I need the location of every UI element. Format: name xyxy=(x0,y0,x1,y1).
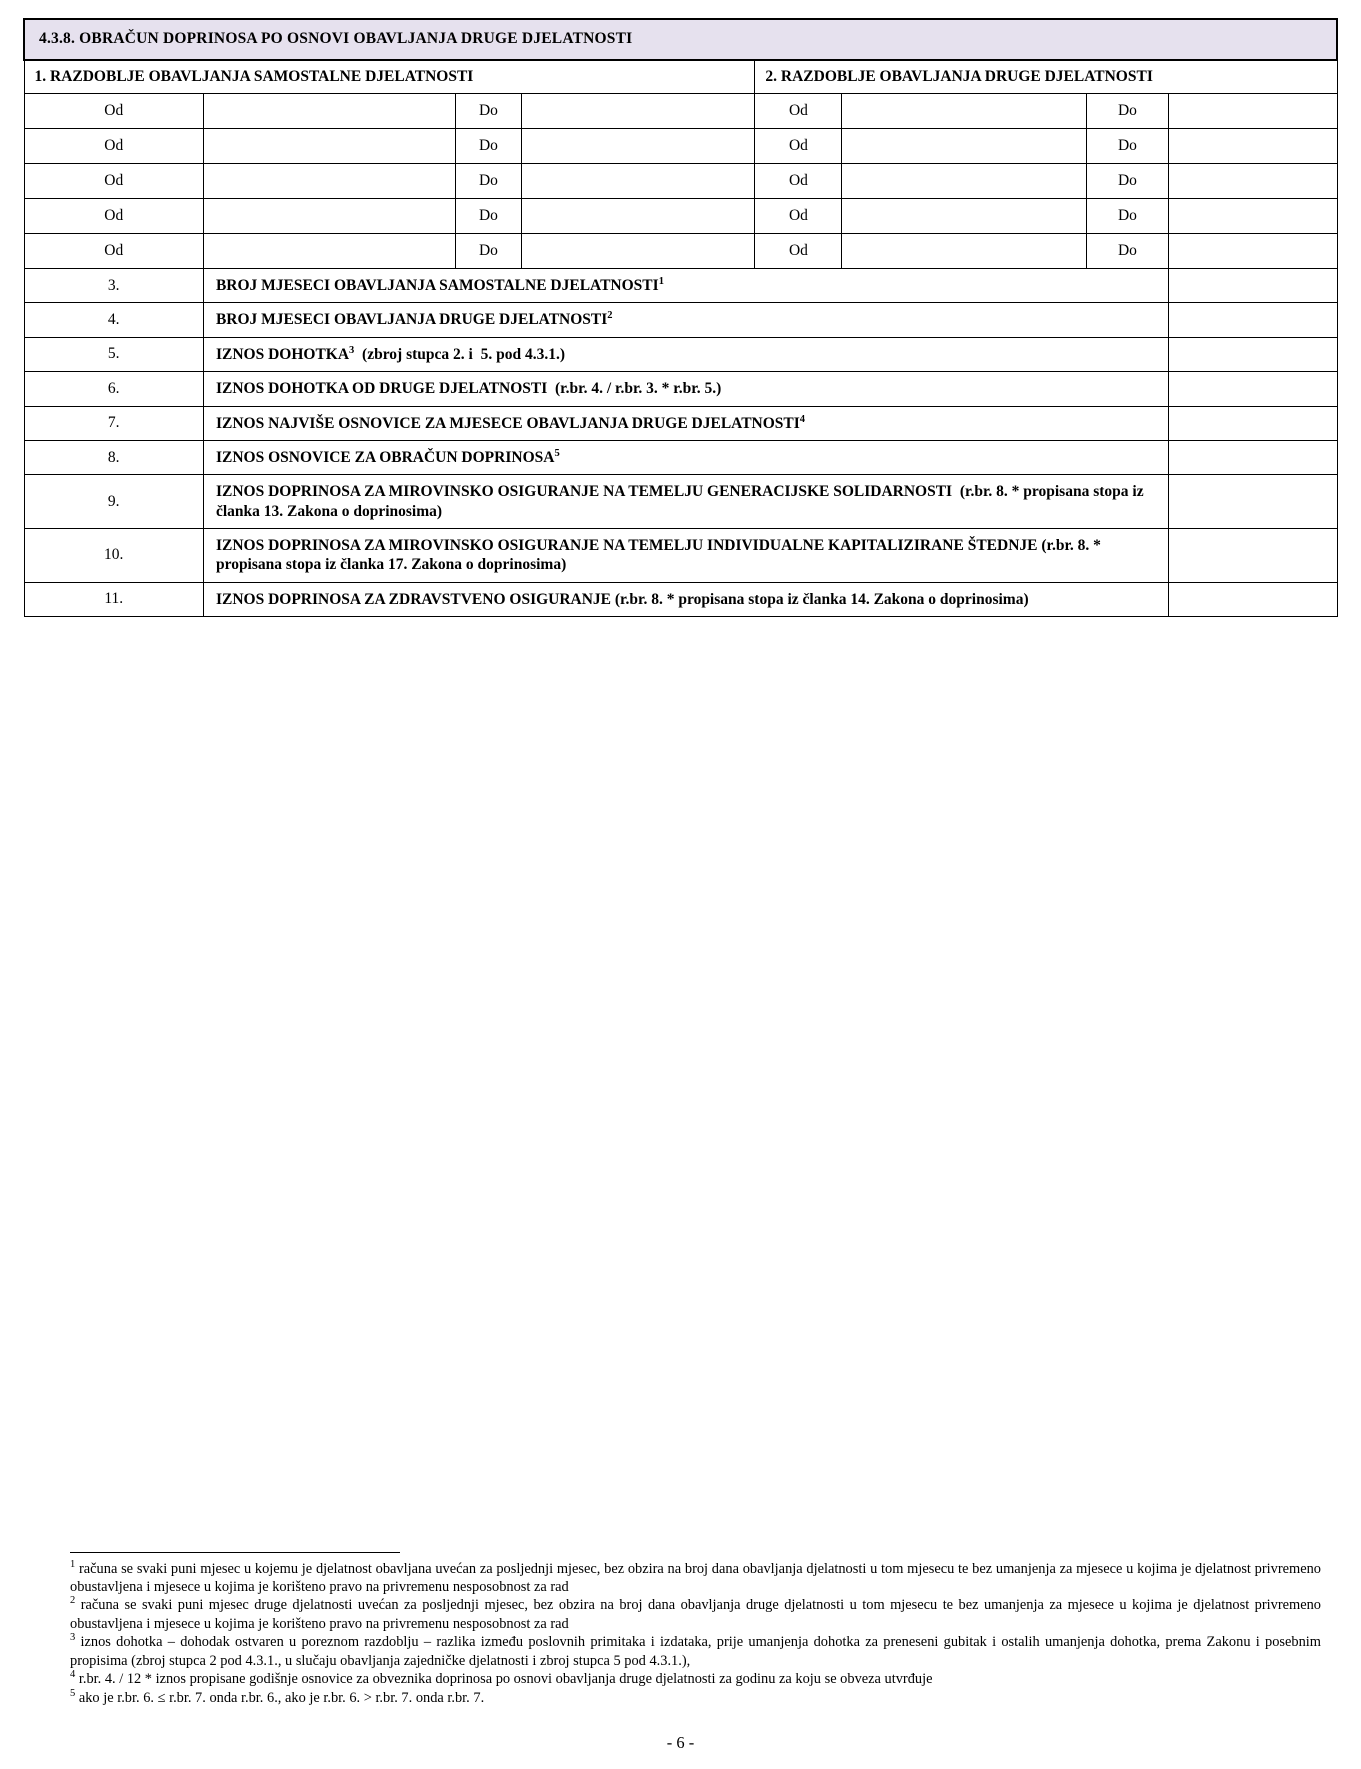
table-row xyxy=(24,129,1337,164)
row-number-4: 4. xyxy=(24,303,203,337)
table-row xyxy=(24,337,1337,371)
od-input-5[interactable] xyxy=(203,234,455,269)
section-header-samostalna: 1. RAZDOBLJE OBAVLJANJA SAMOSTALNE DJELATNOSTI xyxy=(24,60,755,94)
do-label-4: Do xyxy=(456,199,521,234)
row-description-5: IZNOS DOHOTKA$^3$ (zbroj stupca 2. i 5. pod 4.3.1.) xyxy=(203,337,1168,371)
od-label-1: Od xyxy=(24,94,203,129)
od-label-3: Od xyxy=(24,164,203,199)
do-label-3: Do xyxy=(456,164,521,199)
do2-label-3: Do xyxy=(1087,164,1169,199)
table-row xyxy=(24,406,1337,440)
table-row xyxy=(24,582,1337,616)
footnotes-block xyxy=(70,1552,1321,1708)
page-title: 4.3.8. OBRAČUN DOPRINOSA PO OSNOVI OBAVLJANJA DRUGE DJELATNOSTI xyxy=(24,19,1337,60)
row-number-5: 5. xyxy=(24,337,203,371)
od-input-4[interactable] xyxy=(203,199,455,234)
do2-input-5[interactable] xyxy=(1168,234,1337,269)
section-headers-row xyxy=(24,60,1337,94)
table-row xyxy=(24,475,1337,529)
row-description-3: BROJ MJESECI OBAVLJANJA SAMOSTALNE DJELATNOSTI$^1$ xyxy=(203,269,1168,303)
do2-label-4: Do xyxy=(1087,199,1169,234)
od-input-2[interactable] xyxy=(203,129,455,164)
row-number-8: 8. xyxy=(24,440,203,474)
row-description-8: IZNOS OSNOVICE ZA OBRAČUN DOPRINOSA$^5$ xyxy=(203,440,1168,474)
footnote-3: $^3$ iznos dohotka – dohodak ostvaren u poreznom razdoblju – razlika između poslovnih primitaka i izdataka, prije umanjenja dohotka za preneseni gubitak i ostalih umanjenja dohotka, prema Zakonu i posebnim propisima (zbroj stupca 2 pod 4.3.1., u slučaju obavljanja zajedničke djelatnosti i zbroj stupca 5 pod 4.3.1.), xyxy=(70,1632,1321,1669)
od2-label-3: Od xyxy=(755,164,842,199)
section-header-druga: 2. RAZDOBLJE OBAVLJANJA DRUGE DJELATNOSTI xyxy=(755,60,1337,94)
row-value-5[interactable] xyxy=(1168,337,1337,371)
table-row xyxy=(24,199,1337,234)
row-description-7: IZNOS NAJVIŠE OSNOVICE ZA MJESECE OBAVLJANJA DRUGE DJELATNOSTI$^4$ xyxy=(203,406,1168,440)
do2-label-1: Do xyxy=(1087,94,1169,129)
row-number-11: 11. xyxy=(24,582,203,616)
od-label-5: Od xyxy=(24,234,203,269)
footnote-5: $^5$ ako je r.br. 6. ≤ r.br. 7. onda r.br. 6., ako je r.br. 6. > r.br. 7. onda r.br. 7. xyxy=(70,1687,485,1706)
contribution-calculation-form xyxy=(23,18,1338,617)
do-input-1[interactable] xyxy=(521,94,755,129)
row-value-7[interactable] xyxy=(1168,406,1337,440)
od-input-1[interactable] xyxy=(203,94,455,129)
do-input-3[interactable] xyxy=(521,164,755,199)
row-description-10: IZNOS DOPRINOSA ZA MIROVINSKO OSIGURANJE NA TEMELJU INDIVIDUALNE KAPITALIZIRANE ŠTEDNJE (r.br. 8. * propisana stopa iz članka 17. Zakona o doprinosima) xyxy=(203,529,1168,583)
do-label-5: Do xyxy=(456,234,521,269)
do-input-4[interactable] xyxy=(521,199,755,234)
table-row xyxy=(24,234,1337,269)
do-input-5[interactable] xyxy=(521,234,755,269)
row-number-7: 7. xyxy=(24,406,203,440)
do2-input-3[interactable] xyxy=(1168,164,1337,199)
footnote-2: $^2$ računa se svaki puni mjesec druge djelatnosti uvećan za posljednji mjesec, bez obzira na broj dana obavljanja druge djelatnosti u tom mjesecu te bez umanjenja za mjesece u kojima je djelatnost privremeno obustavljena i mjesece u kojima je korišteno pravo na privremenu nesposobnost za rad xyxy=(70,1595,1321,1632)
od-label-4: Od xyxy=(24,199,203,234)
footnote-4: $^4$ r.br. 4. / 12 * iznos propisane godišnje osnovice za obveznika doprinosa po osnovi obavljanja druge djelatnosti za godinu za koju se obveza utvrđuje xyxy=(70,1669,933,1688)
od2-label-5: Od xyxy=(755,234,842,269)
footnote-separator xyxy=(70,1552,400,1553)
form-title-row xyxy=(24,19,1337,60)
od2-label-4: Od xyxy=(755,199,842,234)
table-row xyxy=(24,269,1337,303)
table-row xyxy=(24,164,1337,199)
table-row xyxy=(24,440,1337,474)
od-input-3[interactable] xyxy=(203,164,455,199)
row-value-4[interactable] xyxy=(1168,303,1337,337)
table-row xyxy=(24,303,1337,337)
od2-label-1: Od xyxy=(755,94,842,129)
do2-label-5: Do xyxy=(1087,234,1169,269)
od2-input-1[interactable] xyxy=(842,94,1087,129)
row-number-3: 3. xyxy=(24,269,203,303)
row-description-11: IZNOS DOPRINOSA ZA ZDRAVSTVENO OSIGURANJE (r.br. 8. * propisana stopa iz članka 14. Zakona o doprinosima) xyxy=(203,582,1168,616)
do2-input-2[interactable] xyxy=(1168,129,1337,164)
od2-input-3[interactable] xyxy=(842,164,1087,199)
od2-input-5[interactable] xyxy=(842,234,1087,269)
od2-input-2[interactable] xyxy=(842,129,1087,164)
do-label-2: Do xyxy=(456,129,521,164)
od-label-2: Od xyxy=(24,129,203,164)
row-value-11[interactable] xyxy=(1168,582,1337,616)
do-label-1: Do xyxy=(456,94,521,129)
do-input-2[interactable] xyxy=(521,129,755,164)
do2-input-1[interactable] xyxy=(1168,94,1337,129)
row-number-6: 6. xyxy=(24,372,203,406)
table-row xyxy=(24,94,1337,129)
row-value-3[interactable] xyxy=(1168,269,1337,303)
od2-label-2: Od xyxy=(755,129,842,164)
do2-input-4[interactable] xyxy=(1168,199,1337,234)
page-number: - 6 - xyxy=(666,1733,695,1752)
row-number-9: 9. xyxy=(24,475,203,529)
table-row xyxy=(24,372,1337,406)
row-number-10: 10. xyxy=(24,529,203,583)
table-row xyxy=(24,529,1337,583)
row-value-10[interactable] xyxy=(1168,529,1337,583)
row-value-6[interactable] xyxy=(1168,372,1337,406)
row-description-9: IZNOS DOPRINOSA ZA MIROVINSKO OSIGURANJE NA TEMELJU GENERACIJSKE SOLIDARNOSTI (r.br. 8. * propisana stopa iz članka 13. Zakona o doprinosima) xyxy=(203,475,1168,529)
do2-label-2: Do xyxy=(1087,129,1169,164)
row-description-4: BROJ MJESECI OBAVLJANJA DRUGE DJELATNOSTI$^2$ xyxy=(203,303,1168,337)
row-description-6: IZNOS DOHOTKA OD DRUGE DJELATNOSTI (r.br. 4. / r.br. 3. * r.br. 5.) xyxy=(203,372,1168,406)
row-value-8[interactable] xyxy=(1168,440,1337,474)
row-value-9[interactable] xyxy=(1168,475,1337,529)
footnote-1: $^1$ računa se svaki puni mjesec u kojemu je djelatnost obavljana uvećan za posljednji mjesec, bez obzira na broj dana obavljanja djelatnosti u tom mjesecu te bez umanjenja za mjesece u kojima je djelatnost privremeno obustavljena i mjesece u kojima je korišteno pravo na privremenu nesposobnost za rad xyxy=(70,1558,1321,1595)
od2-input-4[interactable] xyxy=(842,199,1087,234)
